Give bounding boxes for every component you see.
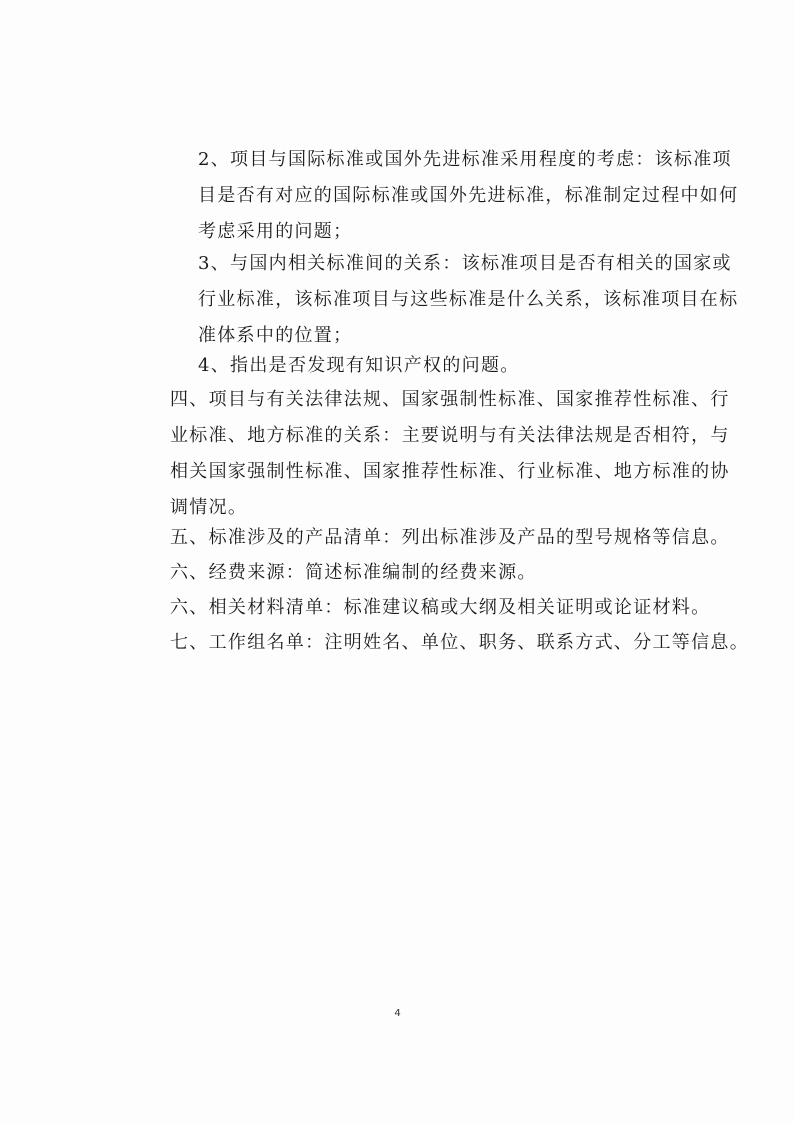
paragraph-line: 行业标准，该标准项目与这些标准是什么关系，该标准项目在标 (198, 289, 739, 310)
item-4-ip-issues (198, 348, 520, 384)
paragraph-line: 4、指出是否发现有知识产权的问题。 (198, 355, 520, 376)
paragraph-line: 七、工作组名单：注明姓名、单位、职务、联系方式、分工等信息。 (170, 632, 749, 653)
page-number: 4 (394, 1008, 401, 1019)
paragraph-line: 3、与国内相关标准间的关系：该标准项目是否有相关的国家或 (198, 253, 732, 274)
section-4-laws (170, 382, 730, 526)
paragraph-line: 五、标准涉及的产品清单：列出标准涉及产品的型号规格等信息。 (170, 527, 730, 548)
paragraph-line: 六、相关材料清单：标准建议稿或大纲及相关证明或论证材料。 (170, 597, 711, 618)
item-2-international-standards (198, 142, 738, 250)
paragraph-line: 相关国家强制性标准、国家推荐性标准、行业标准、地方标准的协 (170, 461, 730, 482)
paragraph-line: 准体系中的位置； (198, 325, 353, 346)
section-7-working-group (170, 625, 749, 661)
paragraph-line: 调情况。 (170, 497, 248, 518)
paragraph-line: 目是否有对应的国际标准或国外先进标准，标准制定过程中如何 (198, 185, 739, 206)
section-6-materials (170, 590, 710, 626)
paragraph-line: 六、经费来源：简述标准编制的经费来源。 (170, 562, 537, 583)
item-3-domestic-standards (198, 246, 738, 354)
paragraph-line: 业标准、地方标准的关系：主要说明与有关法律法规是否相符，与 (170, 425, 730, 446)
paragraph-line: 2、项目与国际标准或国外先进标准采用程度的考虑：该标准项 (198, 149, 732, 170)
section-6-funding (170, 555, 537, 591)
paragraph-line: 考虑采用的问题； (198, 221, 353, 242)
section-5-products (170, 520, 730, 556)
paragraph-line: 四、项目与有关法律法规、国家强制性标准、国家推荐性标准、行 (170, 389, 730, 410)
